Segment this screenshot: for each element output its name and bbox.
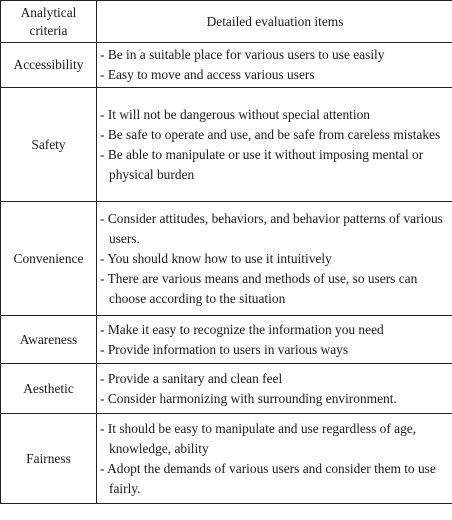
list-item: - Consider harmonizing with surrounding environment. — [100, 389, 449, 409]
list-item: - It should be easy to manipulate and use regardless of age, knowledge, ability — [100, 419, 449, 459]
items-cell — [97, 414, 452, 504]
table-row — [1, 88, 452, 202]
criterion-cell: Accessibility — [1, 43, 97, 88]
table-row — [1, 414, 452, 504]
table-row — [1, 43, 452, 88]
item-list — [97, 417, 452, 501]
items-cell — [97, 43, 452, 88]
table-row — [1, 202, 452, 316]
header-criteria-line2: criteria — [29, 22, 68, 38]
items-cell — [97, 316, 452, 364]
criterion-cell: Safety — [1, 88, 97, 202]
list-item: - Easy to move and access various users — [100, 65, 449, 85]
list-item: - Be in a suitable place for various users to use easily — [100, 45, 449, 65]
list-item: - There are various means and methods of use, so users can choose according to the situation — [100, 269, 449, 309]
table-row — [1, 316, 452, 364]
header-items: Detailed evaluation items — [97, 1, 452, 43]
list-item: - Make it easy to recognize the information you need — [100, 320, 449, 340]
item-list — [97, 207, 452, 311]
item-list — [97, 318, 452, 362]
header-criteria-line1: Analytical — [20, 4, 77, 20]
list-item: - You should know how to use it intuitively — [100, 249, 449, 269]
criterion-cell: Aesthetic — [1, 364, 97, 414]
list-item: - Consider attitudes, behaviors, and behavior patterns of various users. — [100, 209, 449, 249]
list-item: - Provide information to users in various ways — [100, 340, 449, 360]
table-header-row — [1, 1, 452, 43]
list-item: - It will not be dangerous without special attention — [100, 105, 449, 125]
items-cell — [97, 88, 452, 202]
header-criteria — [1, 1, 97, 43]
item-list — [97, 43, 452, 87]
list-item: - Provide a sanitary and clean feel — [100, 369, 449, 389]
item-list — [97, 367, 452, 411]
items-cell — [97, 202, 452, 316]
list-item: - Be able to manipulate or use it without imposing mental or physical burden — [100, 145, 449, 185]
criterion-cell: Fairness — [1, 414, 97, 504]
list-item: - Adopt the demands of various users and consider them to use fairly. — [100, 459, 449, 499]
list-item: - Be safe to operate and use, and be safe from careless mistakes — [100, 125, 449, 145]
criterion-cell: Awareness — [1, 316, 97, 364]
items-cell — [97, 364, 452, 414]
criterion-cell: Convenience — [1, 202, 97, 316]
table-row — [1, 364, 452, 414]
item-list — [97, 103, 452, 187]
